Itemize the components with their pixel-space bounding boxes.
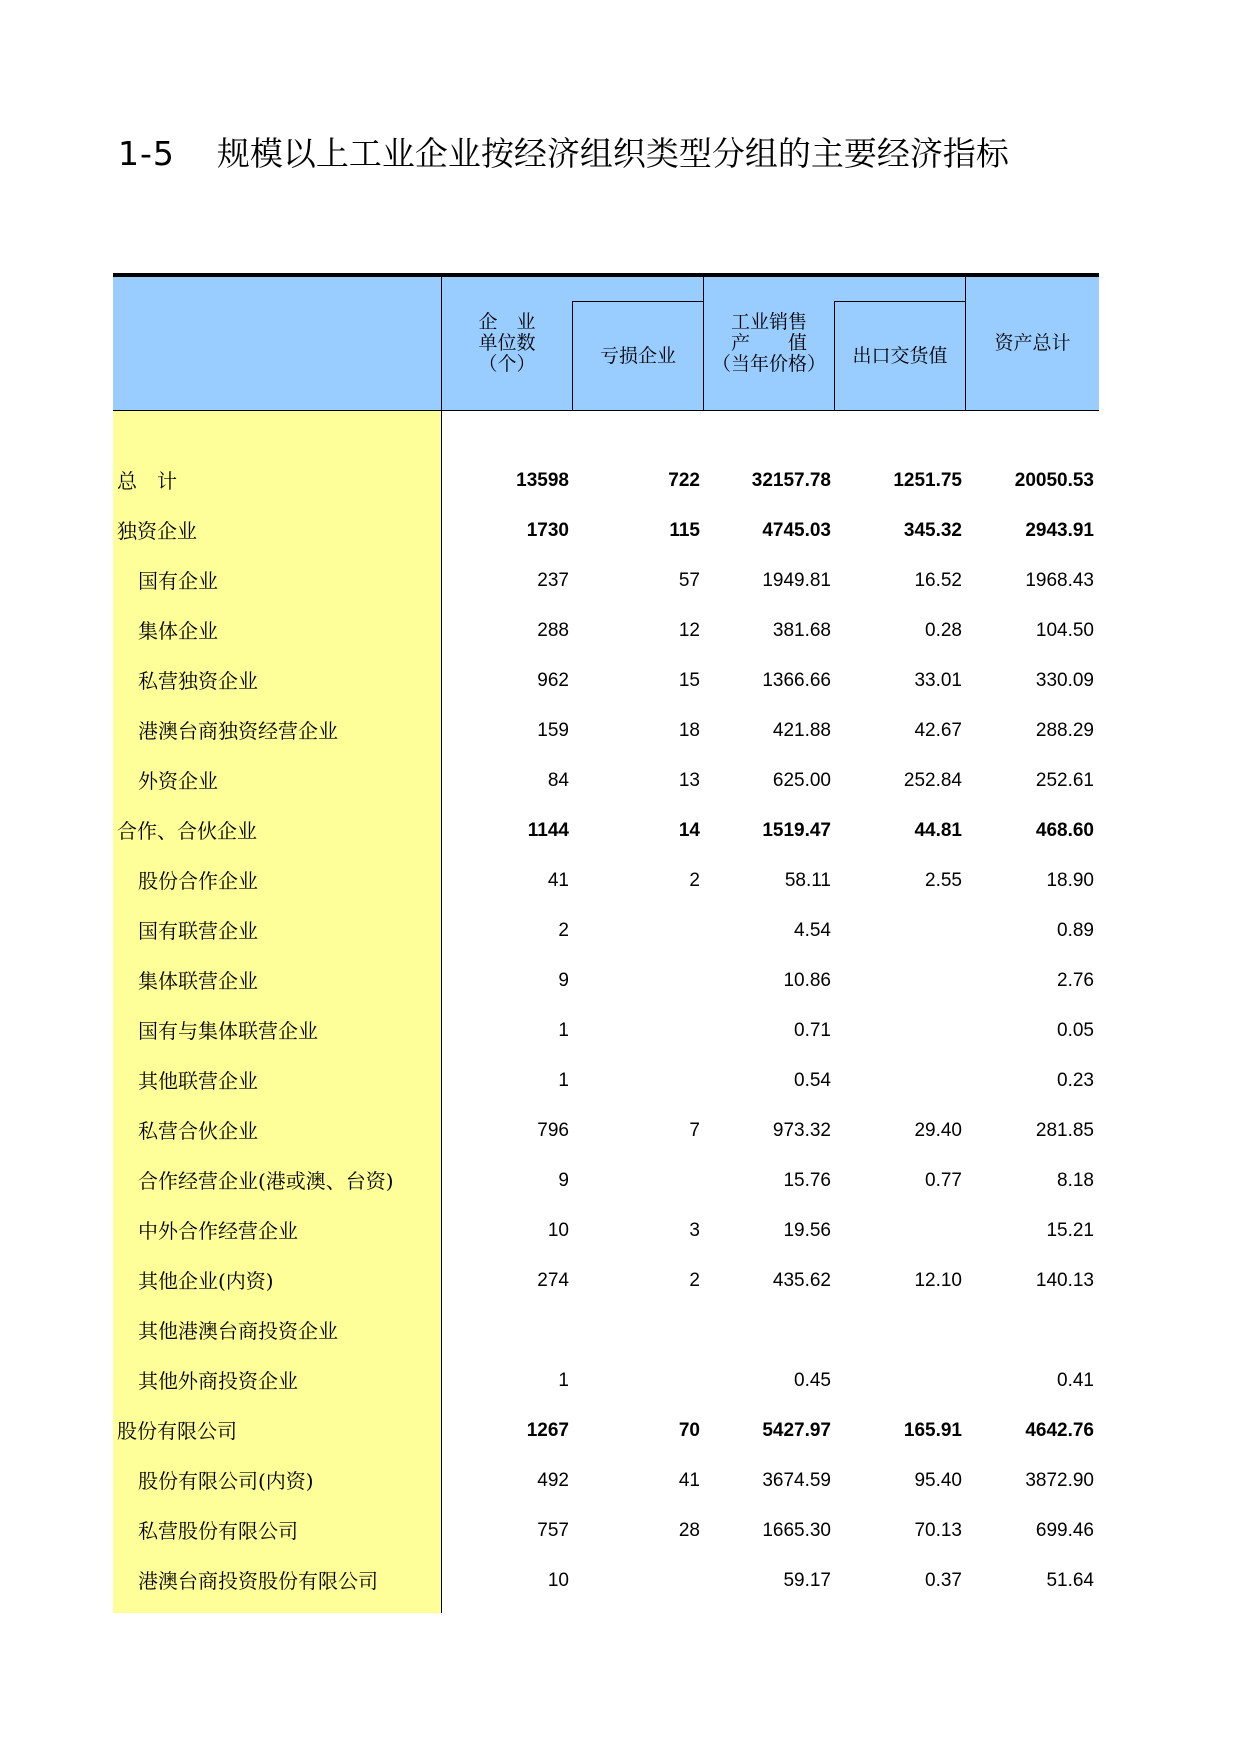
table-row (113, 706, 1099, 756)
table-cell (836, 1356, 962, 1406)
table-cell: 9 (558, 970, 569, 991)
table-cell: 1251.75 (893, 470, 962, 491)
table-cell: 0.71 (794, 1020, 831, 1041)
table-row (113, 1356, 1099, 1406)
header-enterprise-count: 企 业 单位数 （个） (478, 311, 536, 375)
table-cell: 796 (537, 1120, 569, 1141)
table-cell: 140.13 (1035, 1270, 1094, 1291)
table-cell: 12.10 (914, 1270, 962, 1291)
table-row (113, 1506, 1099, 1556)
table-cell: 381.68 (772, 620, 831, 641)
table-cell: 1730 (526, 520, 569, 541)
table-row (113, 1006, 1099, 1056)
row-label: 总 计 (117, 469, 177, 493)
table-row (113, 1456, 1099, 1506)
table-cell: 1267 (526, 1420, 569, 1441)
table-cell: 14 (678, 820, 700, 841)
table-cell: 962 (537, 670, 569, 691)
table-row (113, 456, 1099, 506)
table-cell: 2943.91 (1025, 520, 1094, 541)
table-cell: 18 (678, 720, 700, 741)
table-cell: 1144 (527, 820, 569, 841)
table-cell (836, 1306, 962, 1356)
table-row (113, 806, 1099, 856)
table-cell: 3872.90 (1025, 1470, 1094, 1491)
table-cell: 2 (689, 1270, 700, 1291)
table-cell: 42.67 (914, 720, 962, 741)
row-label: 国有企业 (138, 569, 218, 593)
table-cell: 32157.78 (751, 470, 831, 491)
table-cell: 1 (558, 1070, 569, 1091)
table-row (113, 556, 1099, 606)
table-cell: 1665.30 (762, 1520, 831, 1541)
table-row (113, 1306, 1099, 1356)
table-cell: 0.89 (1057, 920, 1094, 941)
table-cell: 33.01 (914, 670, 962, 691)
table-cell (574, 1006, 700, 1056)
table-cell: 9 (558, 1170, 569, 1191)
table-cell: 492 (537, 1470, 569, 1491)
table-cell: 1949.81 (762, 570, 831, 591)
table-cell: 468.60 (1035, 820, 1094, 841)
row-label: 合作、合伙企业 (117, 819, 257, 843)
table-row (113, 1206, 1099, 1256)
table-cell: 1 (558, 1370, 569, 1391)
table-row (113, 1256, 1099, 1306)
page-title (118, 128, 1009, 175)
table-cell: 10 (547, 1220, 569, 1241)
row-label: 私营股份有限公司 (138, 1519, 298, 1543)
table-cell: 237 (537, 570, 569, 591)
row-label: 私营独资企业 (138, 669, 258, 693)
row-label: 中外合作经营企业 (138, 1219, 298, 1243)
row-label: 集体联营企业 (138, 969, 258, 993)
table-cell: 722 (668, 470, 700, 491)
table-cell: 19.56 (783, 1220, 831, 1241)
row-label: 合作经营企业(港或澳、台资) (138, 1169, 394, 1193)
table-cell (574, 956, 700, 1006)
row-label: 外资企业 (138, 769, 218, 793)
table-cell (443, 1306, 569, 1356)
table-cell: 421.88 (772, 720, 831, 741)
table-cell: 435.62 (772, 1270, 831, 1291)
table-cell: 4642.76 (1025, 1420, 1094, 1441)
table-row (113, 1156, 1099, 1206)
table-cell: 281.85 (1035, 1120, 1094, 1141)
row-label: 股份合作企业 (138, 869, 258, 893)
table-cell (574, 906, 700, 956)
table-cell: 59.17 (783, 1570, 831, 1591)
table-cell (836, 906, 962, 956)
table-cell: 274 (537, 1270, 569, 1291)
table-cell: 0.54 (794, 1070, 831, 1091)
table-row (113, 656, 1099, 706)
table-cell: 70.13 (914, 1520, 962, 1541)
table-cell: 2 (689, 870, 700, 891)
statistics-table (113, 273, 1099, 1613)
table-cell: 13 (678, 770, 700, 791)
table-cell: 29.40 (914, 1120, 962, 1141)
table-row (113, 1106, 1099, 1156)
table-row (113, 1406, 1099, 1456)
table-cell: 8.18 (1057, 1170, 1094, 1191)
table-cell: 165.91 (903, 1420, 962, 1441)
table-cell: 2 (558, 920, 569, 941)
table-cell: 4745.03 (762, 520, 831, 541)
table-cell: 2.55 (925, 870, 962, 891)
table-cell: 252.61 (1035, 770, 1094, 791)
table-cell: 12 (678, 620, 700, 641)
table-cell (705, 1306, 831, 1356)
table-cell: 15 (678, 670, 700, 691)
table-cell: 41 (547, 870, 569, 891)
table-cell: 0.05 (1057, 1020, 1094, 1041)
table-cell: 0.23 (1057, 1070, 1094, 1091)
table-cell: 1968.43 (1025, 570, 1094, 591)
table-row (113, 606, 1099, 656)
table-cell: 10 (547, 1570, 569, 1591)
table-cell: 95.40 (914, 1470, 962, 1491)
table-cell: 28 (678, 1520, 700, 1541)
table-row (113, 506, 1099, 556)
table-cell: 1366.66 (762, 670, 831, 691)
row-label: 其他联营企业 (138, 1069, 258, 1093)
table-row (113, 856, 1099, 906)
table-cell: 252.84 (903, 770, 962, 791)
row-label: 独资企业 (117, 519, 197, 543)
row-label: 国有与集体联营企业 (138, 1019, 318, 1043)
table-cell: 3 (689, 1220, 700, 1241)
header-export-value: 出口交货值 (852, 344, 948, 367)
table-cell: 757 (537, 1520, 569, 1541)
table-cell: 4.54 (794, 920, 831, 941)
table-cell: 44.81 (914, 820, 962, 841)
row-label: 其他外商投资企业 (138, 1369, 298, 1393)
table-number: 1-5 (118, 134, 175, 173)
row-label: 股份有限公司 (117, 1419, 237, 1443)
table-cell (836, 1206, 962, 1256)
table-cell: 51.64 (1046, 1570, 1094, 1591)
table-cell: 159 (537, 720, 569, 741)
table-cell: 1 (558, 1020, 569, 1041)
row-label: 港澳台商独资经营企业 (138, 719, 338, 743)
row-label: 其他企业(内资) (138, 1269, 274, 1293)
table-cell: 13598 (516, 470, 569, 491)
table-cell: 1519.47 (762, 820, 831, 841)
table-cell: 0.45 (794, 1370, 831, 1391)
table-cell: 15.21 (1046, 1220, 1094, 1241)
table-cell: 104.50 (1035, 620, 1094, 641)
table-cell: 58.11 (784, 870, 831, 891)
row-label: 股份有限公司(内资) (138, 1469, 314, 1493)
header-sales-value: 工业销售 产 值 （当年价格） (711, 311, 826, 375)
table-cell: 15.76 (783, 1170, 831, 1191)
table-cell: 20050.53 (1014, 470, 1094, 491)
table-row (113, 906, 1099, 956)
table-cell: 70 (678, 1420, 700, 1441)
table-cell: 345.32 (903, 520, 962, 541)
table-cell: 288.29 (1035, 720, 1094, 741)
table-cell: 625.00 (772, 770, 831, 791)
table-cell: 0.28 (925, 620, 962, 641)
table-cell (836, 956, 962, 1006)
table-title-text: 规模以上工业企业按经济组织类型分组的主要经济指标 (216, 134, 1009, 173)
table-row (113, 956, 1099, 1006)
table-cell: 84 (547, 770, 569, 791)
header-loss-making: 亏损企业 (599, 344, 676, 367)
table-cell (574, 1306, 700, 1356)
table-cell: 699.46 (1035, 1520, 1094, 1541)
table-cell (574, 1156, 700, 1206)
table-cell: 3674.59 (762, 1470, 831, 1491)
row-label: 港澳台商投资股份有限公司 (138, 1569, 378, 1593)
table-cell (574, 1356, 700, 1406)
table-top-border (113, 273, 1099, 277)
row-label: 其他港澳台商投资企业 (138, 1319, 338, 1343)
table-row (113, 756, 1099, 806)
table-cell (574, 1556, 700, 1606)
table-cell: 18.90 (1046, 870, 1094, 891)
table-cell: 115 (669, 520, 700, 541)
table-cell: 0.41 (1057, 1370, 1094, 1391)
table-row (113, 1556, 1099, 1606)
table-cell: 57 (678, 570, 700, 591)
row-label: 集体企业 (138, 619, 218, 643)
table-cell (967, 1306, 1094, 1356)
table-row (113, 1056, 1099, 1106)
table-cell: 0.37 (925, 1570, 962, 1591)
table-cell: 330.09 (1035, 670, 1094, 691)
table-cell: 0.77 (925, 1170, 962, 1191)
table-cell (574, 1056, 700, 1106)
table-cell: 41 (678, 1470, 700, 1491)
table-cell (836, 1056, 962, 1106)
table-cell (836, 1006, 962, 1056)
table-cell: 16.52 (914, 570, 962, 591)
row-label: 私营合伙企业 (138, 1119, 258, 1143)
table-cell: 288 (537, 620, 569, 641)
header-total-assets: 资产总计 (994, 332, 1071, 354)
table-cell: 2.76 (1057, 970, 1094, 991)
table-cell: 10.86 (783, 970, 831, 991)
table-cell: 973.32 (772, 1120, 831, 1141)
row-label: 国有联营企业 (138, 919, 258, 943)
table-cell: 5427.97 (762, 1420, 831, 1441)
table-cell: 7 (689, 1120, 700, 1141)
